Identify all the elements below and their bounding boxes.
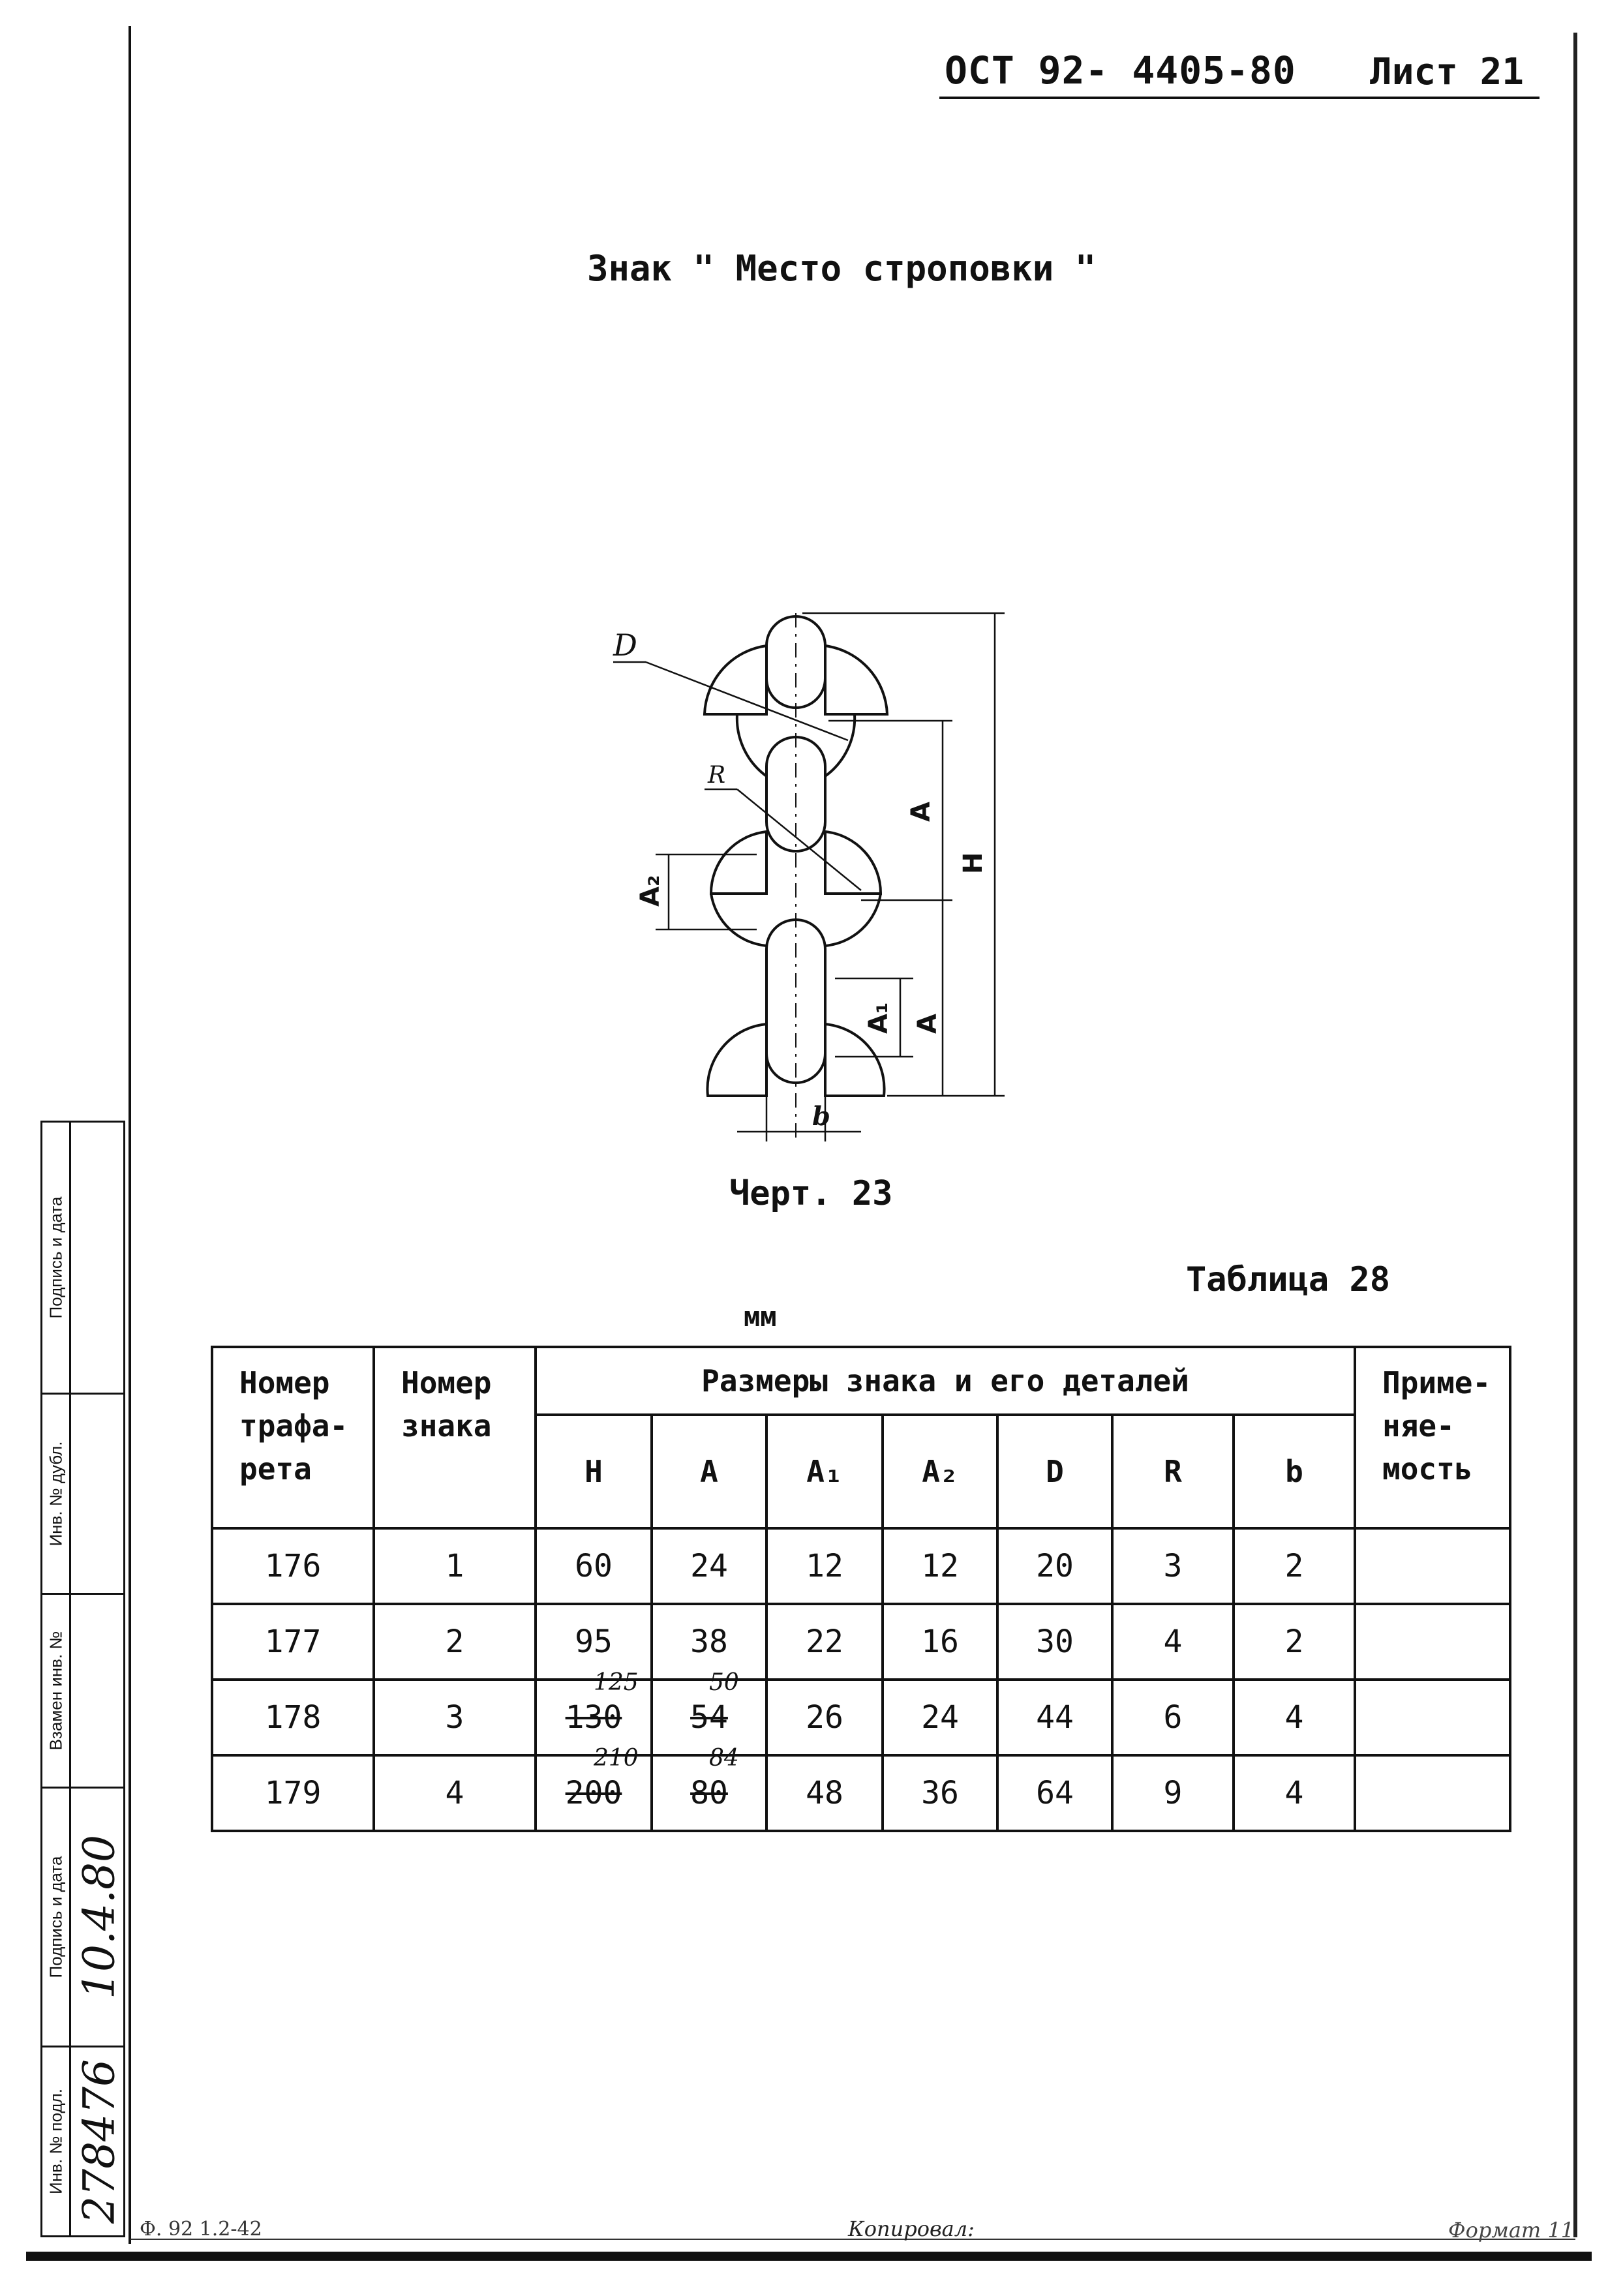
table-row	[212, 1680, 1510, 1755]
cell-D: 20	[997, 1528, 1112, 1604]
stamp-label: Взамен инв. №	[46, 1631, 65, 1751]
cell-b: 2	[1234, 1604, 1355, 1680]
document-code: ОСТ 92- 4405-80	[945, 48, 1296, 93]
cell-A	[652, 1669, 766, 1755]
header-sign-number: Номер знака	[374, 1347, 536, 1528]
stamp-label: Инв. № подл.	[46, 2089, 65, 2194]
cell-stencil: 179	[212, 1755, 374, 1831]
header-stencil-number: Номер трафа- рета	[212, 1347, 374, 1528]
stamp-label: Инв. № дубл.	[46, 1441, 65, 1547]
cell-b: 2	[1234, 1528, 1355, 1604]
cell-A1: 22	[766, 1604, 883, 1680]
cell-A: 38	[652, 1604, 766, 1680]
cell-H	[536, 1745, 652, 1831]
label-A2: A₂	[635, 875, 665, 907]
cell-R: 9	[1112, 1755, 1234, 1831]
header-col-H: H	[536, 1415, 652, 1528]
stamp-label: Подпись и дата	[46, 1856, 65, 1978]
stamp-cell-signature-date	[40, 1787, 125, 2047]
label-A1: A₁	[864, 1002, 894, 1034]
cell-H: 60	[536, 1528, 652, 1604]
correction-A: 50	[708, 1669, 739, 1696]
format-label: Формат 11	[1448, 2218, 1575, 2243]
stamp-cell-signature-date-top	[40, 1121, 125, 1395]
half-circle-right-3	[825, 1024, 885, 1096]
copied-by-label: Копировал:	[848, 2216, 975, 2241]
header-col-b: b	[1234, 1415, 1355, 1528]
cell-A1: 48	[766, 1755, 883, 1831]
drawing-caption: Черт. 23	[729, 1174, 893, 1213]
cell-A1: 26	[766, 1680, 883, 1755]
half-circle-left-1	[705, 646, 766, 714]
cell-sign: 2	[374, 1604, 536, 1680]
stamp-cell-replacing-inventory	[40, 1593, 125, 1789]
cell-A2: 36	[883, 1755, 997, 1831]
stamp-cell-duplicate-inventory	[40, 1393, 125, 1595]
cell-R: 6	[1112, 1680, 1234, 1755]
label-R: R	[708, 762, 726, 789]
frame-left-border	[129, 26, 131, 2244]
cell-sign: 1	[374, 1528, 536, 1604]
cell-D: 30	[997, 1604, 1112, 1680]
form-number: Ф. 92 1.2-42	[140, 2218, 262, 2241]
cell-D: 64	[997, 1755, 1112, 1831]
stamp-label: Подпись и дата	[46, 1196, 65, 1319]
cell-sign: 3	[374, 1680, 536, 1755]
half-circle-left-3	[707, 1024, 766, 1096]
header-col-A2: A₂	[883, 1415, 997, 1528]
struck-A: 80	[690, 1775, 728, 1811]
label-A-lower: A	[913, 1014, 943, 1034]
half-circle-right-1	[825, 646, 887, 714]
cell-applicability	[1355, 1528, 1510, 1604]
page-title: Знак " Место строповки "	[587, 248, 1097, 289]
frame-bottom-border	[26, 2252, 1592, 2261]
cell-b: 4	[1234, 1680, 1355, 1755]
struck-H: 200	[565, 1775, 622, 1811]
cell-D: 44	[997, 1680, 1112, 1755]
cell-stencil: 176	[212, 1528, 374, 1604]
frame-right-border	[1573, 33, 1577, 2237]
label-b: b	[812, 1101, 830, 1132]
stamp-handwriting: 10.4.80	[74, 1835, 125, 1999]
cell-stencil: 178	[212, 1680, 374, 1755]
side-stamp	[40, 1121, 125, 2237]
label-A: A	[906, 802, 936, 822]
cell-b: 4	[1234, 1755, 1355, 1831]
correction-A: 84	[708, 1745, 739, 1772]
cell-R: 4	[1112, 1604, 1234, 1680]
header-dimensions-group: Размеры знака и его деталей	[536, 1347, 1355, 1415]
struck-A: 54	[690, 1699, 728, 1736]
cell-A2: 24	[883, 1680, 997, 1755]
label-D: D	[613, 627, 637, 663]
cell-applicability	[1355, 1604, 1510, 1680]
cell-R: 3	[1112, 1528, 1234, 1604]
dimensions-table	[211, 1346, 1511, 1832]
label-H: H	[958, 852, 988, 874]
table-row	[212, 1528, 1510, 1604]
units-label: мм	[744, 1301, 777, 1333]
cell-applicability	[1355, 1755, 1510, 1831]
cell-A2: 16	[883, 1604, 997, 1680]
correction-H: 125	[593, 1669, 639, 1696]
cell-sign: 4	[374, 1755, 536, 1831]
header-col-R: R	[1112, 1415, 1234, 1528]
header-col-D: D	[997, 1415, 1112, 1528]
stamp-handwriting: 278476	[74, 2059, 125, 2224]
sheet-number: Лист 21	[1370, 51, 1524, 93]
table-row	[212, 1604, 1510, 1680]
cell-stencil: 177	[212, 1604, 374, 1680]
sling-sign-drawing	[587, 600, 1057, 1161]
table-label: Таблица 28	[1186, 1260, 1391, 1299]
table-row	[212, 1755, 1510, 1831]
cell-A1: 12	[766, 1528, 883, 1604]
header-col-A1: A₁	[766, 1415, 883, 1528]
header-underline	[939, 97, 1540, 99]
cell-A: 24	[652, 1528, 766, 1604]
correction-H: 210	[593, 1745, 639, 1772]
cell-applicability	[1355, 1680, 1510, 1755]
struck-H: 130	[565, 1699, 622, 1736]
half-circle-left-2	[711, 832, 766, 894]
stamp-cell-original-inventory	[40, 2046, 125, 2237]
header-applicability: Приме- няе- мость	[1355, 1347, 1510, 1528]
cell-A	[652, 1745, 766, 1831]
header-col-A: A	[652, 1415, 766, 1528]
cell-A2: 12	[883, 1528, 997, 1604]
cell-H: 95	[536, 1604, 652, 1680]
cell-H	[536, 1669, 652, 1755]
